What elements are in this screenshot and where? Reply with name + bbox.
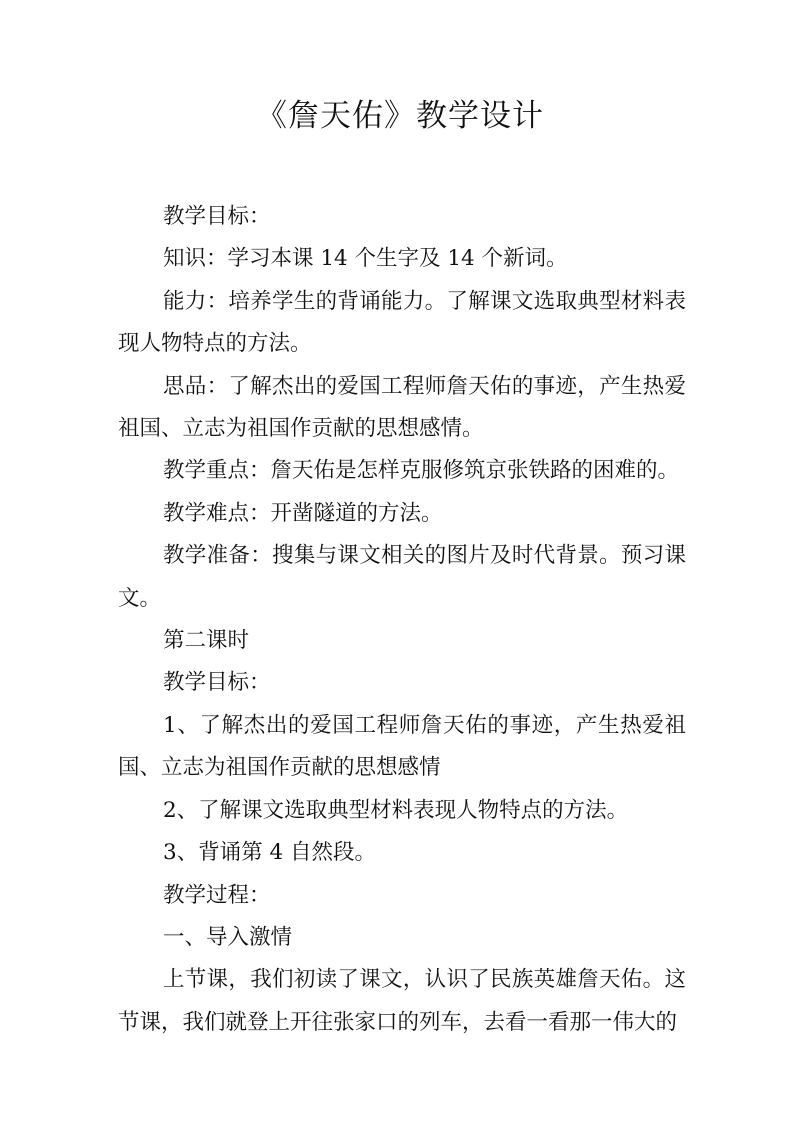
paragraph-knowledge: 知识：学习本课 14 个生字及 14 个新词。	[163, 246, 568, 272]
paragraph-intro: 上节课，我们初读了课文，认识了民族英雄詹天佑。这节课，我们就登上开往张家口的列车，去看一看那一伟大的	[118, 967, 686, 1035]
paragraph-preparation: 教学准备：搜集与课文相关的图片及时代背景。预习课文。	[118, 543, 686, 611]
paragraph-difficulties: 教学难点：开凿隧道的方法。	[163, 500, 443, 526]
paragraph-key-points: 教学重点：詹天佑是怎样克服修筑京张铁路的困难的。	[163, 458, 680, 484]
document-body	[118, 196, 686, 1044]
document-title: 《詹天佑》教学设计	[256, 98, 544, 134]
paragraph-goal-3: 3、背诵第 4 自然段。	[163, 840, 377, 866]
paragraph-moral: 思品：了解杰出的爱国工程师詹天佑的事迹，产生热爱祖国、立志为祖国作贡献的思想感情。	[118, 373, 686, 442]
paragraph-ability: 能力：培养学生的背诵能力。了解课文选取典型材料表现人物特点的方法。	[118, 288, 686, 357]
paragraph-goal-2: 2、了解课文选取典型材料表现人物特点的方法。	[163, 797, 629, 823]
paragraph-section-one: 一、导入激情	[163, 924, 293, 950]
paragraph-second-lesson: 第二课时	[163, 628, 250, 654]
paragraph-teaching-goals-heading-2: 教学目标：	[163, 670, 271, 696]
paragraph-teaching-goals-heading: 教学目标：	[163, 204, 271, 229]
paragraph-process-heading: 教学过程：	[163, 882, 271, 908]
paragraph-goal-1: 1、了解杰出的爱国工程师詹天佑的事迹，产生热爱祖国、立志为祖国作贡献的思想感情	[118, 712, 686, 781]
